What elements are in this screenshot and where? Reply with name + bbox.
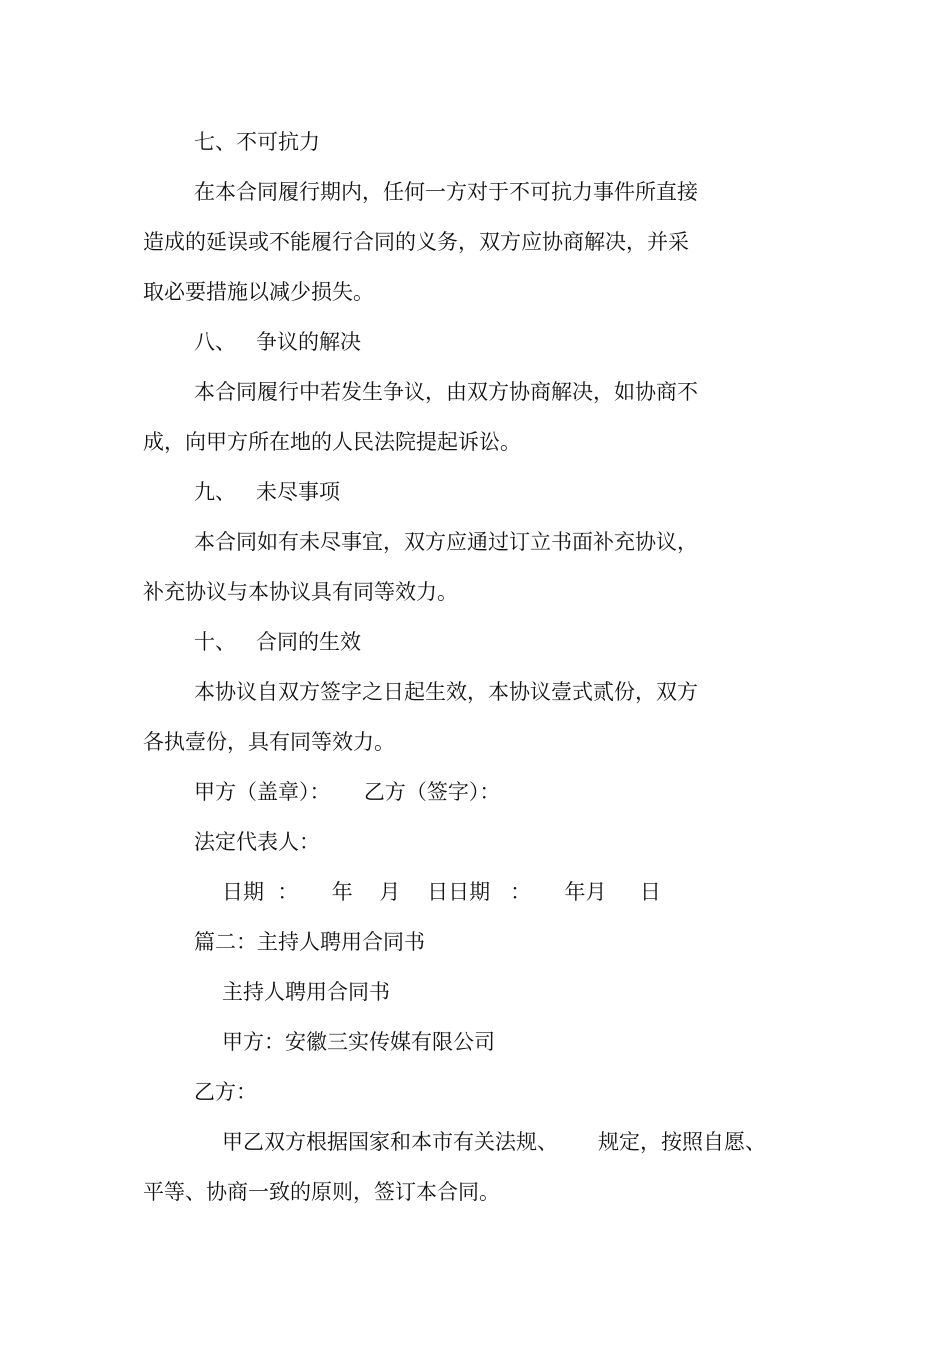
paragraph-line: 补充协议与本协议具有同等效力。 [143,580,458,604]
section-heading-dispute: 八、 争议的解决 [194,330,362,354]
section-heading-force-majeure: 七、不可抗力 [194,130,320,154]
paragraph-line: 本协议自双方签字之日起生效，本协议壹式贰份，双方 [194,680,698,704]
part-two-heading: 篇二：主持人聘用合同书 [194,930,425,954]
paragraph-line: 甲乙双方根据国家和本市有关法规、 规定，按照自愿、 [222,1130,767,1154]
contract-title: 主持人聘用合同书 [222,980,390,1004]
party-a-line: 甲方：安徽三实传媒有限公司 [222,1030,495,1054]
paragraph-line: 取必要措施以减少损失。 [143,280,374,304]
paragraph-line: 本合同如有未尽事宜，双方应通过订立书面补充协议， [194,530,698,554]
paragraph-line: 平等、协商一致的原则，签订本合同。 [143,1180,500,1204]
paragraph-line: 造成的延误或不能履行合同的义务，双方应协商解决，并采 [143,230,689,254]
section-heading-effectiveness: 十、 合同的生效 [194,630,362,654]
party-b-line: 乙方： [194,1080,257,1104]
date-line: 日期 ： 年 月 日日期 ： 年月 日 [222,880,661,904]
paragraph-line: 本合同履行中若发生争议，由双方协商解决，如协商不 [194,380,698,404]
legal-representative-line: 法定代表人： [194,830,320,854]
paragraph-line: 在本合同履行期内，任何一方对于不可抗力事件所直接 [194,180,698,204]
paragraph-line: 成，向甲方所在地的人民法院提起诉讼。 [143,430,521,454]
signature-parties-line: 甲方（盖章）： 乙方（签字）： [194,780,501,804]
section-heading-other-matters: 九、 未尽事项 [194,480,341,504]
paragraph-line: 各执壹份，具有同等效力。 [143,730,395,754]
